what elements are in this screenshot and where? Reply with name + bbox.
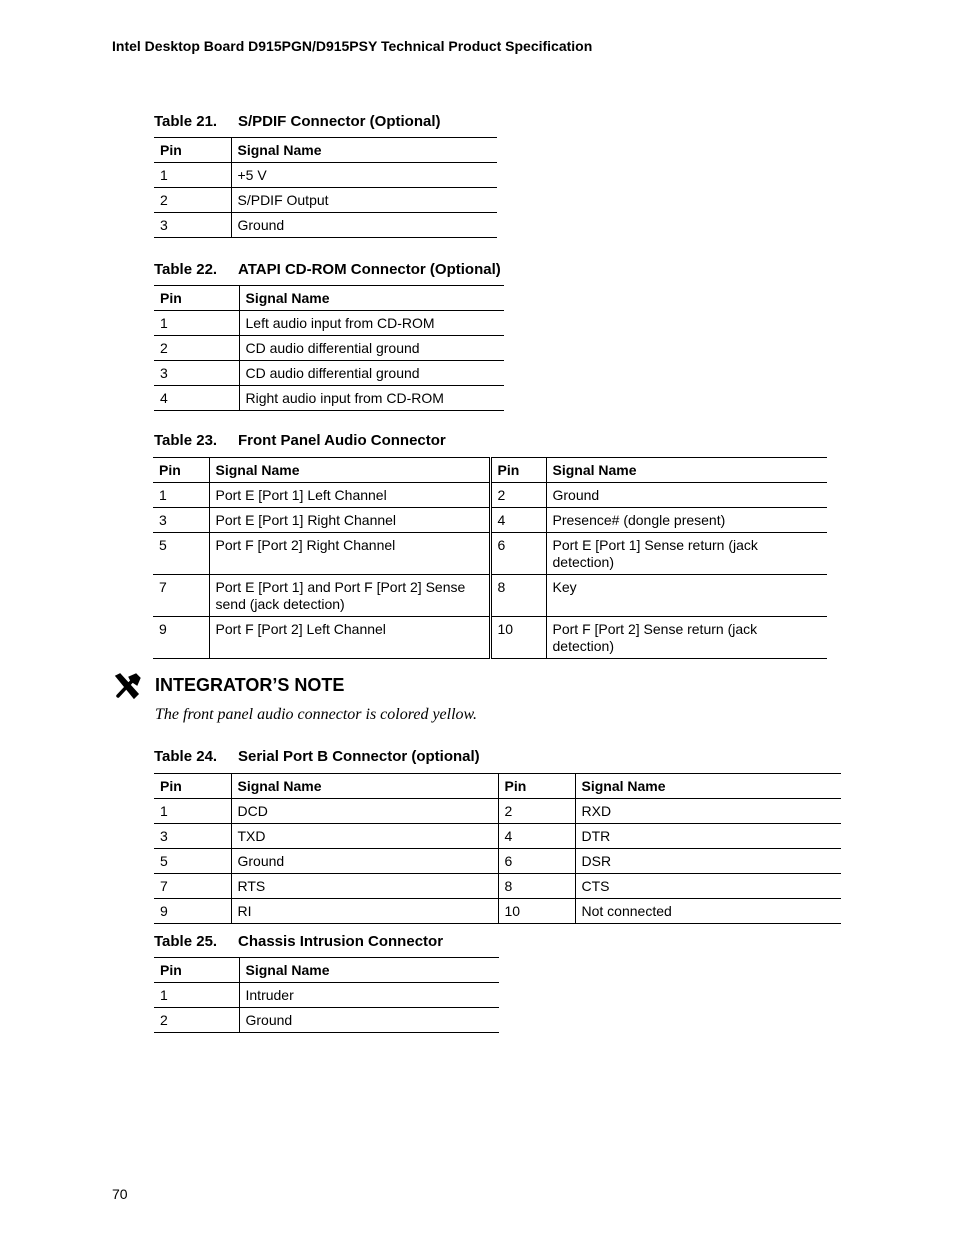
table-row xyxy=(154,163,497,188)
table-cell: 6 xyxy=(490,533,546,575)
column-header: Signal Name xyxy=(546,458,827,483)
table-cell: RTS xyxy=(231,874,498,899)
table-cell: CTS xyxy=(575,874,841,899)
table-row xyxy=(153,575,827,617)
table-24-caption xyxy=(154,748,480,765)
table-cell: +5 V xyxy=(231,163,497,188)
table-cell: Port E [Port 1] Sense return (jack detection) xyxy=(546,533,827,575)
table-cell: 10 xyxy=(498,899,575,924)
page-header: Intel Desktop Board D915PGN/D915PSY Technical Product Specification xyxy=(112,38,593,54)
table-cell: 2 xyxy=(490,483,546,508)
table-title: Serial Port B Connector (optional) xyxy=(238,748,480,765)
table-cell: 1 xyxy=(154,163,231,188)
column-header: Signal Name xyxy=(231,138,497,163)
table-row xyxy=(154,336,504,361)
table-cell: Port E [Port 1] Right Channel xyxy=(209,508,490,533)
table-cell: Port E [Port 1] and Port F [Port 2] Sense send (jack detection) xyxy=(209,575,490,617)
table-cell: 8 xyxy=(498,874,575,899)
table-cell: 9 xyxy=(153,617,209,659)
table-row xyxy=(154,824,841,849)
table-cell: 6 xyxy=(498,849,575,874)
column-header: Signal Name xyxy=(575,774,841,799)
table-cell: Right audio input from CD-ROM xyxy=(239,386,504,411)
table-23 xyxy=(153,457,827,659)
table-cell: 10 xyxy=(490,617,546,659)
table-25-caption xyxy=(154,933,443,950)
table-cell: CD audio differential ground xyxy=(239,361,504,386)
table-cell: Intruder xyxy=(239,983,499,1008)
table-cell: Presence# (dongle present) xyxy=(546,508,827,533)
table-row xyxy=(154,849,841,874)
table-cell: S/PDIF Output xyxy=(231,188,497,213)
column-header: Signal Name xyxy=(209,458,490,483)
table-cell: Port F [Port 2] Left Channel xyxy=(209,617,490,659)
table-number: Table 22. xyxy=(154,261,218,278)
table-title: Front Panel Audio Connector xyxy=(238,432,446,449)
page-number: 70 xyxy=(112,1186,128,1202)
table-cell: DCD xyxy=(231,799,498,824)
table-row xyxy=(154,799,841,824)
table-number: Table 25. xyxy=(154,933,218,950)
table-cell: 7 xyxy=(153,575,209,617)
table-title: Chassis Intrusion Connector xyxy=(238,933,444,950)
table-cell: 7 xyxy=(154,874,231,899)
table-title: ATAPI CD-ROM Connector (Optional) xyxy=(238,261,501,278)
table-row xyxy=(153,508,827,533)
column-header: Pin xyxy=(153,458,209,483)
table-cell: CD audio differential ground xyxy=(239,336,504,361)
table-cell: 2 xyxy=(154,336,239,361)
table-cell: TXD xyxy=(231,824,498,849)
table-cell: 4 xyxy=(490,508,546,533)
table-cell: Ground xyxy=(231,213,497,238)
table-22-caption xyxy=(154,261,501,278)
column-header: Signal Name xyxy=(239,958,499,983)
table-row xyxy=(153,483,827,508)
column-header: Signal Name xyxy=(239,286,504,311)
column-header: Pin xyxy=(498,774,575,799)
table-row xyxy=(154,874,841,899)
table-cell: Not connected xyxy=(575,899,841,924)
table-25 xyxy=(154,957,499,1033)
table-row xyxy=(154,188,497,213)
table-cell: 5 xyxy=(153,533,209,575)
table-cell: Ground xyxy=(231,849,498,874)
table-number: Table 24. xyxy=(154,748,218,765)
table-cell: 9 xyxy=(154,899,231,924)
table-cell: RI xyxy=(231,899,498,924)
table-cell: DTR xyxy=(575,824,841,849)
table-cell: Port F [Port 2] Sense return (jack detection) xyxy=(546,617,827,659)
table-cell: 3 xyxy=(154,361,239,386)
table-cell: Port F [Port 2] Right Channel xyxy=(209,533,490,575)
table-22 xyxy=(154,285,504,411)
table-cell: 2 xyxy=(498,799,575,824)
table-row xyxy=(154,899,841,924)
column-header: Pin xyxy=(154,138,231,163)
table-cell: 5 xyxy=(154,849,231,874)
table-cell: Left audio input from CD-ROM xyxy=(239,311,504,336)
column-header: Pin xyxy=(154,286,239,311)
table-row xyxy=(153,617,827,659)
tools-icon xyxy=(112,672,142,700)
table-cell: 4 xyxy=(498,824,575,849)
table-cell: 3 xyxy=(153,508,209,533)
table-24 xyxy=(154,773,841,924)
table-number: Table 23. xyxy=(154,432,218,449)
table-cell: 1 xyxy=(154,983,239,1008)
table-cell: RXD xyxy=(575,799,841,824)
table-row xyxy=(154,1008,499,1033)
table-cell: 3 xyxy=(154,213,231,238)
table-row xyxy=(154,213,497,238)
table-row xyxy=(154,386,504,411)
table-cell: 2 xyxy=(154,188,231,213)
table-21-caption xyxy=(154,113,441,130)
table-row xyxy=(154,983,499,1008)
note-title: INTEGRATOR’S NOTE xyxy=(155,675,345,695)
column-header: Pin xyxy=(154,774,231,799)
table-23-caption xyxy=(154,432,446,449)
table-cell: 3 xyxy=(154,824,231,849)
table-21 xyxy=(154,137,497,238)
table-cell: 2 xyxy=(154,1008,239,1033)
column-header: Signal Name xyxy=(231,774,498,799)
table-cell: 1 xyxy=(154,799,231,824)
table-cell: 1 xyxy=(153,483,209,508)
note-text: The front panel audio connector is colored yellow. xyxy=(155,706,478,723)
table-cell: Key xyxy=(546,575,827,617)
column-header: Pin xyxy=(154,958,239,983)
table-number: Table 21. xyxy=(154,113,218,130)
table-cell: 4 xyxy=(154,386,239,411)
table-title: S/PDIF Connector (Optional) xyxy=(238,113,441,130)
column-header: Pin xyxy=(490,458,546,483)
table-row xyxy=(154,361,504,386)
table-cell: 1 xyxy=(154,311,239,336)
table-cell: Ground xyxy=(546,483,827,508)
table-cell: DSR xyxy=(575,849,841,874)
table-row xyxy=(154,311,504,336)
table-row xyxy=(153,533,827,575)
table-cell: 8 xyxy=(490,575,546,617)
table-cell: Ground xyxy=(239,1008,499,1033)
table-cell: Port E [Port 1] Left Channel xyxy=(209,483,490,508)
